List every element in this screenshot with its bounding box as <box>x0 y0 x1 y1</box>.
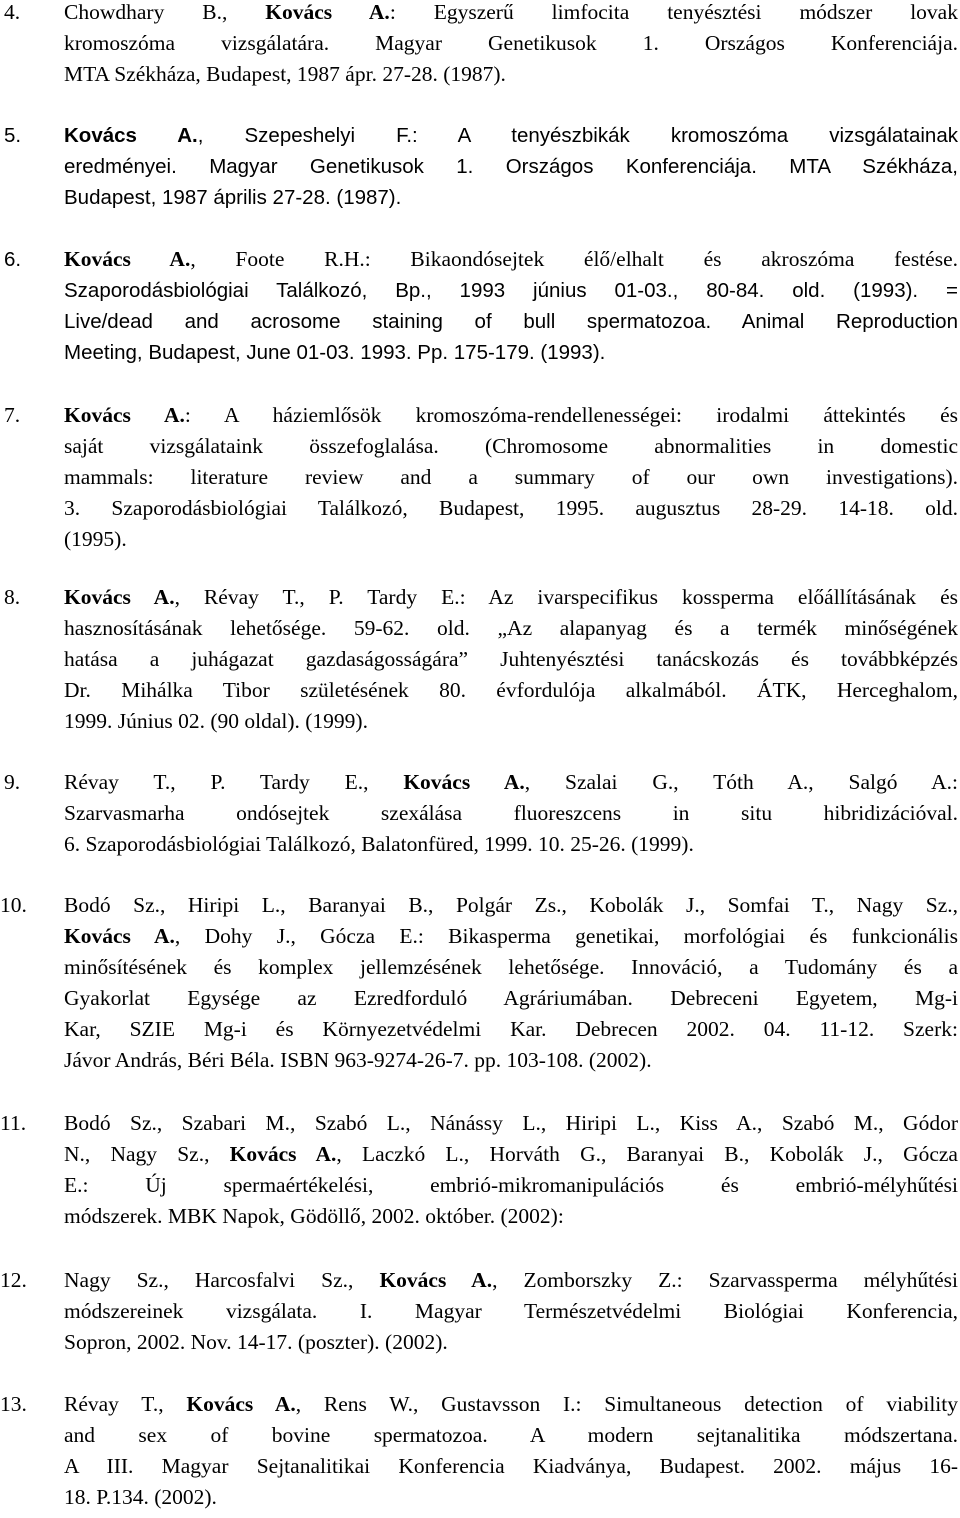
reference-text <box>64 0 958 90</box>
reference-line <box>64 400 958 431</box>
reference-line <box>64 952 958 983</box>
reference-segment: eredményei. Magyar Genetikusok 1. Országos Konferenciája. MTA Székháza, <box>64 155 958 178</box>
reference-segment: Sopron, 2002. Nov. 14-17. (poszter). (2002). <box>64 1330 448 1354</box>
reference-line <box>64 1420 958 1451</box>
reference-line <box>64 1201 958 1232</box>
author-highlight: Kovács A. <box>64 403 185 427</box>
reference-segment: Szaporodásbiológiai Találkozó, Bp., 1993 június 01-03., 80-84. old. (1993). = <box>64 279 958 302</box>
reference-segment: , Zomborszky Z.: Szarvassperma mélyhűtési <box>492 1268 958 1292</box>
reference-segment: : Egyszerű limfocita tenyésztési módszer lovak <box>389 0 958 24</box>
reference-text <box>64 767 958 860</box>
reference-line <box>64 244 958 275</box>
reference-line <box>64 0 958 28</box>
reference-line <box>64 675 958 706</box>
reference-line <box>64 1451 958 1482</box>
reference-line <box>64 1265 958 1296</box>
author-highlight: Kovács A. <box>64 124 198 147</box>
author-highlight: Kovács A. <box>379 1268 493 1292</box>
reference-segment: N., Nagy Sz., <box>64 1142 230 1166</box>
reference-segment: hasznosításának lehetősége. 59-62. old. „Az alapanyag és a termék minőségének <box>64 616 958 640</box>
reference-segment: , Rens W., Gustavsson I.: Simultaneous detection of viability <box>295 1392 958 1416</box>
reference-text <box>64 1108 958 1232</box>
reference-line <box>64 1045 958 1076</box>
reference-segment: minősítésének és komplex jellemzésének lehetősége. Innováció, a Tudomány és a <box>64 955 958 979</box>
reference-line <box>64 524 958 555</box>
reference-line <box>64 829 958 860</box>
reference-number: 10. <box>0 893 27 917</box>
reference-segment: hatása a juhágazat gazdaságosságára” Juhtenyésztési tanácskozás és továbbképzés <box>64 647 958 671</box>
reference-text <box>64 582 958 737</box>
reference-segment: Kar, SZIE Mg-i és Környezetvédelmi Kar. Debrecen 2002. 04. 11-12. Szerk: <box>64 1017 958 1041</box>
reference-segment: Dr. Mihálka Tibor születésének 80. évfordulója alkalmából. ÁTK, Herceghalom, <box>64 678 958 702</box>
reference-line <box>64 1139 958 1170</box>
reference-segment: , Foote R.H.: Bikaondósejtek élő/elhalt és akroszóma festése. <box>190 247 958 271</box>
reference-segment: 3. Szaporodásbiológiai Találkozó, Budapest, 1995. augusztus 28-29. 14-18. old. <box>64 496 958 520</box>
reference-line <box>64 493 958 524</box>
reference-segment: 18. P.134. (2002). <box>64 1485 217 1509</box>
reference-line <box>64 798 958 829</box>
reference-text <box>64 400 958 555</box>
reference-line <box>64 921 958 952</box>
reference-line <box>64 120 958 151</box>
reference-segment: Nagy Sz., Harcosfalvi Sz., <box>64 1268 380 1292</box>
reference-line <box>64 613 958 644</box>
reference-line <box>64 1482 958 1513</box>
reference-line <box>64 706 958 737</box>
reference-line <box>64 1014 958 1045</box>
reference-line <box>64 462 958 493</box>
reference-line <box>64 59 958 90</box>
reference-line <box>64 1170 958 1201</box>
author-highlight: Kovács A. <box>64 247 191 271</box>
reference-number: 8. <box>4 585 21 609</box>
reference-segment: módszerek. MBK Napok, Gödöllő, 2002. október. (2002): <box>64 1204 564 1228</box>
reference-number: 9. <box>4 770 21 794</box>
reference-segment: A III. Magyar Sejtanalitikai Konferencia Kiadványa, Budapest. 2002. május 16- <box>64 1454 958 1478</box>
reference-line <box>64 1296 958 1327</box>
reference-number: 11. <box>0 1111 27 1135</box>
reference-segment: Jávor András, Béri Béla. ISBN 963-9274-26-7. pp. 103-108. (2002). <box>64 1048 652 1072</box>
reference-number: 7. <box>4 403 21 427</box>
author-highlight: Kovács A. <box>265 0 390 24</box>
reference-segment: , Dohy J., Gócza E.: Bikasperma genetikai, morfológiai és funkcionális <box>174 924 958 948</box>
author-highlight: Kovács A. <box>186 1392 296 1416</box>
author-highlight: Kovács A. <box>64 585 175 609</box>
author-highlight: Kovács A. <box>229 1142 337 1166</box>
reference-line <box>64 275 958 306</box>
reference-number: 12. <box>0 1268 27 1292</box>
reference-segment: Chowdhary B., <box>64 0 266 24</box>
reference-number: 4. <box>4 0 21 24</box>
reference-line <box>64 1108 958 1139</box>
reference-segment: , Révay T., P. Tardy E.: Az ivarspecifikus kossperma előállításának és <box>174 585 958 609</box>
reference-segment: Szarvasmarha ondósejtek szexálása fluoreszcens in situ hibridizációval. <box>64 801 958 825</box>
reference-segment: and sex of bovine spermatozoa. A modern sejtanalitika módszertana. <box>64 1423 958 1447</box>
reference-line <box>64 431 958 462</box>
reference-segment: kromoszóma vizsgálatára. Magyar Genetikusok 1. Országos Konferenciája. <box>64 31 958 55</box>
reference-number: 13. <box>0 1392 27 1416</box>
author-highlight: Kovács A. <box>403 770 525 794</box>
reference-segment: (1995). <box>64 527 127 551</box>
reference-line <box>64 582 958 613</box>
reference-segment: módszereinek vizsgálata. I. Magyar Természetvédelmi Biológiai Konferencia, <box>64 1299 958 1323</box>
reference-segment: Gyakorlat Egysége az Ezredforduló Agráriumában. Debreceni Egyetem, Mg-i <box>64 986 958 1010</box>
reference-segment: , Szalai G., Tóth A., Salgó A.: <box>524 770 958 794</box>
reference-text <box>64 120 958 213</box>
reference-text <box>64 1265 958 1358</box>
reference-line <box>64 337 958 368</box>
reference-segment: Live/dead and acrosome staining of bull spermatozoa. Animal Reproduction <box>64 310 958 333</box>
reference-segment: , Szepeshelyi F.: A tenyészbikák kromoszóma vizsgálatainak <box>197 124 958 147</box>
reference-segment: 1999. Június 02. (90 oldal). (1999). <box>64 709 368 733</box>
reference-line <box>64 1389 958 1420</box>
reference-segment: E.: Új spermaértékelési, embrió-mikromanipulációs és embrió-mélyhűtési <box>64 1173 958 1197</box>
reference-line <box>64 151 958 182</box>
reference-line <box>64 644 958 675</box>
reference-line <box>64 890 958 921</box>
reference-number: 5. <box>4 124 22 147</box>
author-highlight: Kovács A. <box>64 924 175 948</box>
reference-segment: Bodó Sz., Hiripi L., Baranyai B., Polgár Zs., Kobolák J., Somfai T., Nagy Sz., <box>64 893 958 917</box>
reference-line <box>64 983 958 1014</box>
reference-line <box>64 1327 958 1358</box>
reference-line <box>64 182 958 213</box>
reference-segment: Meeting, Budapest, June 01-03. 1993. Pp. 175-179. (1993). <box>64 341 606 364</box>
reference-line <box>64 306 958 337</box>
reference-segment: Révay T., P. Tardy E., <box>64 770 404 794</box>
reference-line <box>64 28 958 59</box>
reference-text <box>64 244 958 368</box>
reference-segment: Bodó Sz., Szabari M., Szabó L., Nánássy L., Hiripi L., Kiss A., Szabó M., Gódor <box>64 1111 958 1135</box>
reference-segment: Budapest, 1987 április 27-28. (1987). <box>64 186 402 209</box>
reference-segment: , Laczkó L., Horváth G., Baranyai B., Kobolák J., Gócza <box>336 1142 958 1166</box>
reference-text <box>64 890 958 1076</box>
reference-segment: : A háziemlősök kromoszóma-rendellenességei: irodalmi áttekintés és <box>184 403 958 427</box>
reference-segment: mammals: literature review and a summary of our own investigations). <box>64 465 958 489</box>
reference-segment: 6. Szaporodásbiológiai Találkozó, Balatonfüred, 1999. 10. 25-26. (1999). <box>64 832 694 856</box>
reference-segment: MTA Székháza, Budapest, 1987 ápr. 27-28. (1987). <box>64 62 506 86</box>
reference-segment: Révay T., <box>64 1392 187 1416</box>
reference-text <box>64 1389 958 1513</box>
reference-segment: saját vizsgálataink összefoglalása. (Chromosome abnormalities in domestic <box>64 434 958 458</box>
reference-number: 6. <box>4 248 22 271</box>
reference-line <box>64 767 958 798</box>
